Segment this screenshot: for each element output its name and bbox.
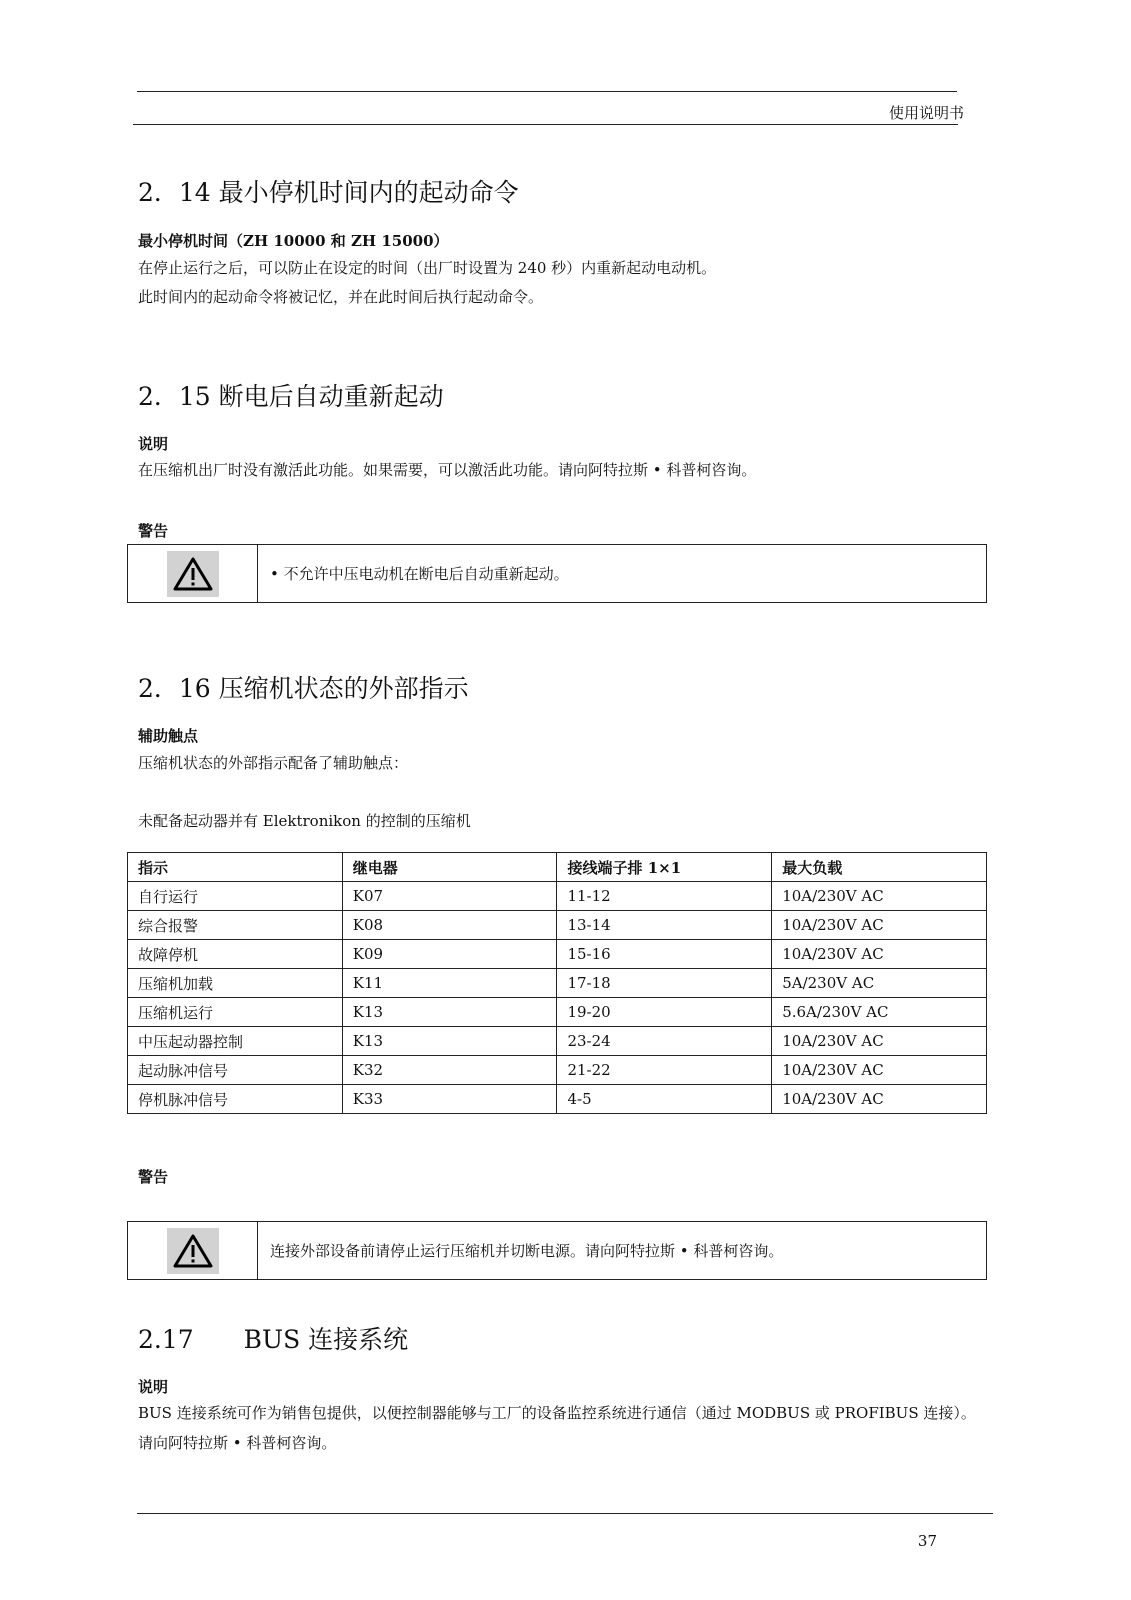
section-2-15-title: 2．15 断电后自动重新起动 [138,382,444,411]
table-row [128,882,987,911]
table-row [128,1085,987,1114]
table-cell-max-load: 10A/230V AC [772,911,987,940]
section-2-14-title: 2．14 最小停机时间内的起动命令 [138,178,519,207]
section-2-14-subtitle: 最小停机时间（ZH 10000 和 ZH 15000） [138,232,449,250]
table-header-max-load: 最大负载 [772,853,987,882]
warning-box-2 [127,1221,987,1280]
table-header-relay: 继电器 [342,853,557,882]
table-cell-relay: K09 [342,940,557,969]
section-2-14-paragraph-1: 在停止运行之后，可以防止在设定的时间（出厂时设置为 240 秒）内重新起动电动机。 [138,259,717,277]
section-2-17-paragraph: BUS 连接系统可作为销售包提供，以便控制器能够与工厂的设备监控系统进行通信（通过 MODBUS 或 PROFIBUS 连接）。请向阿特拉斯 • 科普柯咨询。 [138,1404,976,1452]
table-row [128,940,987,969]
warning-icon-cell [128,1222,258,1279]
table-cell-indication: 自行运行 [128,882,343,911]
table-cell-relay: K11 [342,969,557,998]
table-cell-terminal: 21-22 [557,1056,772,1085]
header-rule-bottom [133,124,958,125]
table-cell-relay: K07 [342,882,557,911]
table-cell-max-load: 10A/230V AC [772,940,987,969]
table-row [128,1027,987,1056]
section-2-17-title: 2.17 BUS 连接系统 [138,1325,409,1354]
table-cell-indication: 起动脉冲信号 [128,1056,343,1085]
section-2-17-subtitle: 说明 [138,1378,169,1396]
table-cell-indication: 停机脉冲信号 [128,1085,343,1114]
table-cell-max-load: 5A/230V AC [772,969,987,998]
warning-text-2: 连接外部设备前请停止运行压缩机并切断电源。请向阿特拉斯 • 科普柯咨询。 [270,1242,784,1260]
table-header-indication: 指示 [128,853,343,882]
section-2-16-title: 2．16 压缩机状态的外部指示 [138,674,469,703]
table-cell-max-load: 5.6A/230V AC [772,998,987,1027]
table-cell-indication: 中压起动器控制 [128,1027,343,1056]
table-row [128,1056,987,1085]
section-2-16-subtitle: 辅助触点 [138,727,199,745]
warning-box-1 [127,544,987,603]
relay-table [127,852,987,1114]
table-header-terminal: 接线端子排 1×1 [557,853,772,882]
table-cell-relay: K33 [342,1085,557,1114]
table-cell-indication: 压缩机运行 [128,998,343,1027]
table-cell-terminal: 23-24 [557,1027,772,1056]
table-cell-indication: 压缩机加载 [128,969,343,998]
table-row [128,911,987,940]
table-cell-relay: K08 [342,911,557,940]
table-cell-indication: 故障停机 [128,940,343,969]
table-cell-terminal: 19-20 [557,998,772,1027]
section-2-16-warning-label: 警告 [138,1168,169,1186]
table-cell-max-load: 10A/230V AC [772,1056,987,1085]
table-cell-terminal: 13-14 [557,911,772,940]
table-cell-indication: 综合报警 [128,911,343,940]
warning-text-1: • 不允许中压电动机在断电后自动重新起动。 [270,565,569,583]
table-cell-max-load: 10A/230V AC [772,1027,987,1056]
table-cell-relay: K13 [342,998,557,1027]
page-number: 37 [917,1532,937,1550]
table-header-row [128,853,987,882]
table-cell-terminal: 15-16 [557,940,772,969]
warning-triangle-icon [167,551,219,597]
table-cell-relay: K32 [342,1056,557,1085]
table-cell-terminal: 17-18 [557,969,772,998]
table-cell-max-load: 10A/230V AC [772,1085,987,1114]
warning-triangle-icon [167,1228,219,1274]
section-2-15-paragraph: 在压缩机出厂时没有激活此功能。如果需要，可以激活此功能。请向阿特拉斯 • 科普柯咨询。 [138,461,757,479]
table-cell-max-load: 10A/230V AC [772,882,987,911]
table-row [128,969,987,998]
footer-rule [137,1513,993,1514]
table-caption: 未配备起动器并有 Elektronikon 的控制的压缩机 [138,812,471,830]
warning-icon-cell [128,545,258,602]
table-row [128,998,987,1027]
section-2-15-warning-label: 警告 [138,522,169,540]
table-cell-relay: K13 [342,1027,557,1056]
section-2-16-paragraph: 压缩机状态的外部指示配备了辅助触点： [138,754,409,772]
section-2-15-subtitle: 说明 [138,435,169,453]
table-cell-terminal: 4-5 [557,1085,772,1114]
section-2-14-paragraph-2: 此时间内的起动命令将被记忆，并在此时间后执行起动命令。 [138,288,544,306]
header-label: 使用说明书 [888,104,964,122]
header-rule-top [137,91,957,92]
table-cell-terminal: 11-12 [557,882,772,911]
